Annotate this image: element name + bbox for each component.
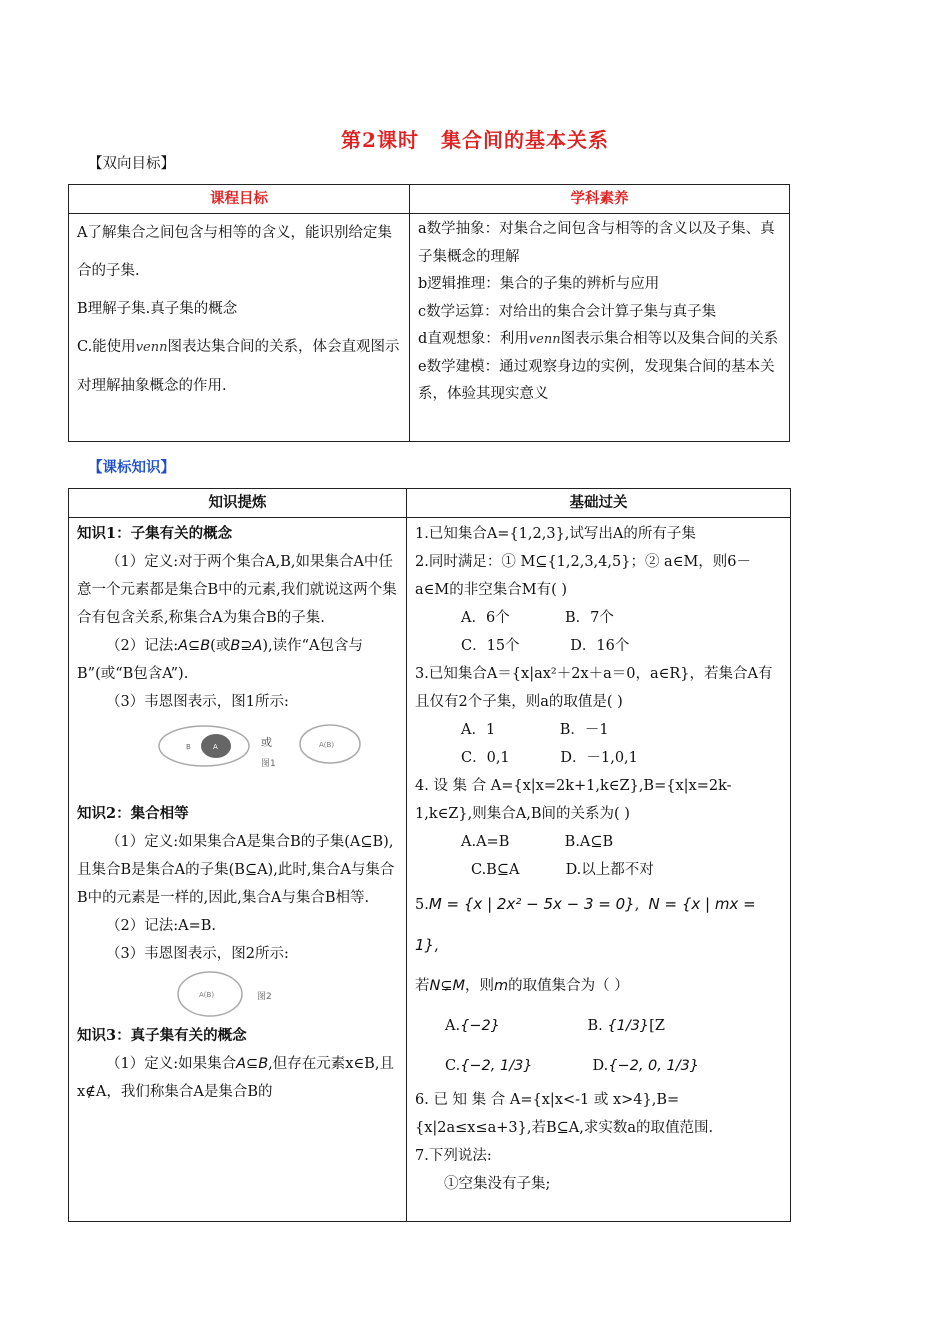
- question-2-options-row2: C．15个 D．16个: [461, 638, 630, 654]
- literacy-a: a数学抽象：对集合之间包含与相等的含义以及子集、真子集概念的理解: [418, 221, 775, 265]
- literacy-e: e数学建模：通过观察身边的实例，发现集合间的基本关系，体验其现实意义: [418, 358, 775, 402]
- question-2-options-row1: A．6个 B．7个: [461, 610, 614, 626]
- question-1: 1.已知集合A={1,2,3},试写出A的所有子集: [415, 526, 696, 542]
- question-5-condition: 若N⊊M，则m的取值集合为（ ）: [415, 978, 629, 994]
- goal-a: A了解集合之间包含与相等的含义，能识别给定集合的子集.: [77, 225, 392, 279]
- goals-right-cell: [410, 214, 790, 442]
- question-4: 4. 设 集 合 A={x|x=2k+1,k∈Z},B={x|x=2k-1,k∈Z},则集合A,B间的关系为( ): [415, 778, 732, 822]
- literacy-d: d直观想象：利用venn图表示集合相等以及集合间的关系: [418, 331, 779, 347]
- label-ab: A(B): [319, 741, 335, 749]
- knowledge-1-venn-text: （3）韦恩图表示，图1所示:: [106, 694, 289, 710]
- venn-word: venn: [135, 340, 168, 355]
- knowledge-left-cell: [69, 518, 407, 1222]
- goals-left-cell: [69, 214, 410, 442]
- goals-table: [68, 184, 790, 442]
- question-7: 7.下列说法:: [415, 1148, 492, 1164]
- knowledge-2-notation: （2）记法:A=B.: [106, 918, 216, 934]
- knowledge-table: [68, 488, 791, 1222]
- question-5-options-row1: A.{−2} B. {1/3}[Z: [445, 1018, 665, 1034]
- literacy-c: c数学运算：对给出的集合会计算子集与真子集: [418, 303, 717, 320]
- question-7-item-1: ①空集没有子集;: [444, 1176, 551, 1192]
- venn-word: venn: [528, 332, 561, 347]
- literacy-b: b逻辑推理：集合的子集的辨析与应用: [418, 276, 660, 292]
- page-title: 第2课时 集合间的基本关系: [341, 128, 609, 152]
- question-2: 2.同时满足：① M⊆{1,2,3,4,5}；② a∈M，则6－a∈M的非空集合M有( ): [415, 554, 752, 598]
- goals-header-left: 课程目标: [69, 185, 410, 214]
- question-4-options-row2: C.B⊆A D.以上都不对: [471, 862, 654, 878]
- question-5: 5.M = {x | 2x² − 5x − 3 = 0}, N = {x | mx = 1},: [415, 895, 756, 954]
- venn-figure-2: [77, 968, 397, 1022]
- label-or: 或: [261, 736, 272, 749]
- knowledge-header-right: 基础过关: [407, 489, 791, 518]
- knowledge-right-cell: [407, 518, 791, 1222]
- goal-b: B理解子集.真子集的概念: [77, 301, 238, 317]
- knowledge-header-left: 知识提炼: [69, 489, 407, 518]
- question-3-options-row2: C．0,1 D．－1,0,1: [461, 750, 638, 766]
- section-goals-heading: 【双向目标】: [88, 156, 175, 172]
- question-6: 6. 已 知 集 合 A={x|x<-1 或 x>4},B={x|2a≤x≤a+3},若B⊆A,求实数a的取值范围.: [415, 1092, 714, 1136]
- label-a: A: [213, 743, 218, 751]
- question-5-options-row2: C.{−2, 1/3} D.{−2, 0, 1/3}: [445, 1058, 700, 1074]
- label-ab: A(B): [199, 991, 215, 999]
- knowledge-3-definition: （1）定义:如果集合A⊆B,但存在元素x∈B,且x∉A，我们称集合A是集合B的: [77, 1056, 394, 1100]
- venn-figure-1: [77, 716, 397, 778]
- question-4-options-row1: A.A=B B.A⊆B: [461, 834, 614, 850]
- knowledge-1-definition: （1）定义:对于两个集合A,B,如果集合A中任意一个元素都是集合B中的元素,我们就说这两个集合有包含关系,称集合A为集合B的子集.: [77, 554, 397, 626]
- knowledge-1-notation: （2）记法:A⊆B(或B⊇A),读作“A包含与B”(或“B包含A”).: [77, 638, 364, 682]
- knowledge-1-title: 知识1：子集有关的概念: [77, 525, 233, 542]
- knowledge-2-venn-text: （3）韦恩图表示，图2所示:: [106, 946, 289, 962]
- knowledge-2-title: 知识2：集合相等: [77, 805, 189, 822]
- fig2-caption: 图2: [257, 992, 272, 1002]
- goal-c: C.能使用venn图表达集合间的关系，体会直观图示对理解抽象概念的作用.: [77, 339, 400, 394]
- question-3-options-row1: A．1 B．－1: [461, 722, 609, 738]
- section-knowledge-heading: 【课标知识】: [88, 459, 175, 476]
- question-3: 3.已知集合A＝{x|ax²＋2x＋a＝0，a∈R}，若集合A有且仅有2个子集，则a的取值是( ): [415, 666, 773, 710]
- knowledge-3-title: 知识3：真子集有关的概念: [77, 1027, 247, 1044]
- label-b: B: [186, 743, 191, 751]
- fig1-caption: 图1: [261, 759, 276, 769]
- knowledge-2-definition: （1）定义:如果集合A是集合B的子集(A⊆B),且集合B是集合A的子集(B⊆A),此时,集合A与集合B中的元素是一样的,因此,集合A与集合B相等.: [77, 834, 395, 906]
- goals-header-right: 学科素养: [410, 185, 790, 214]
